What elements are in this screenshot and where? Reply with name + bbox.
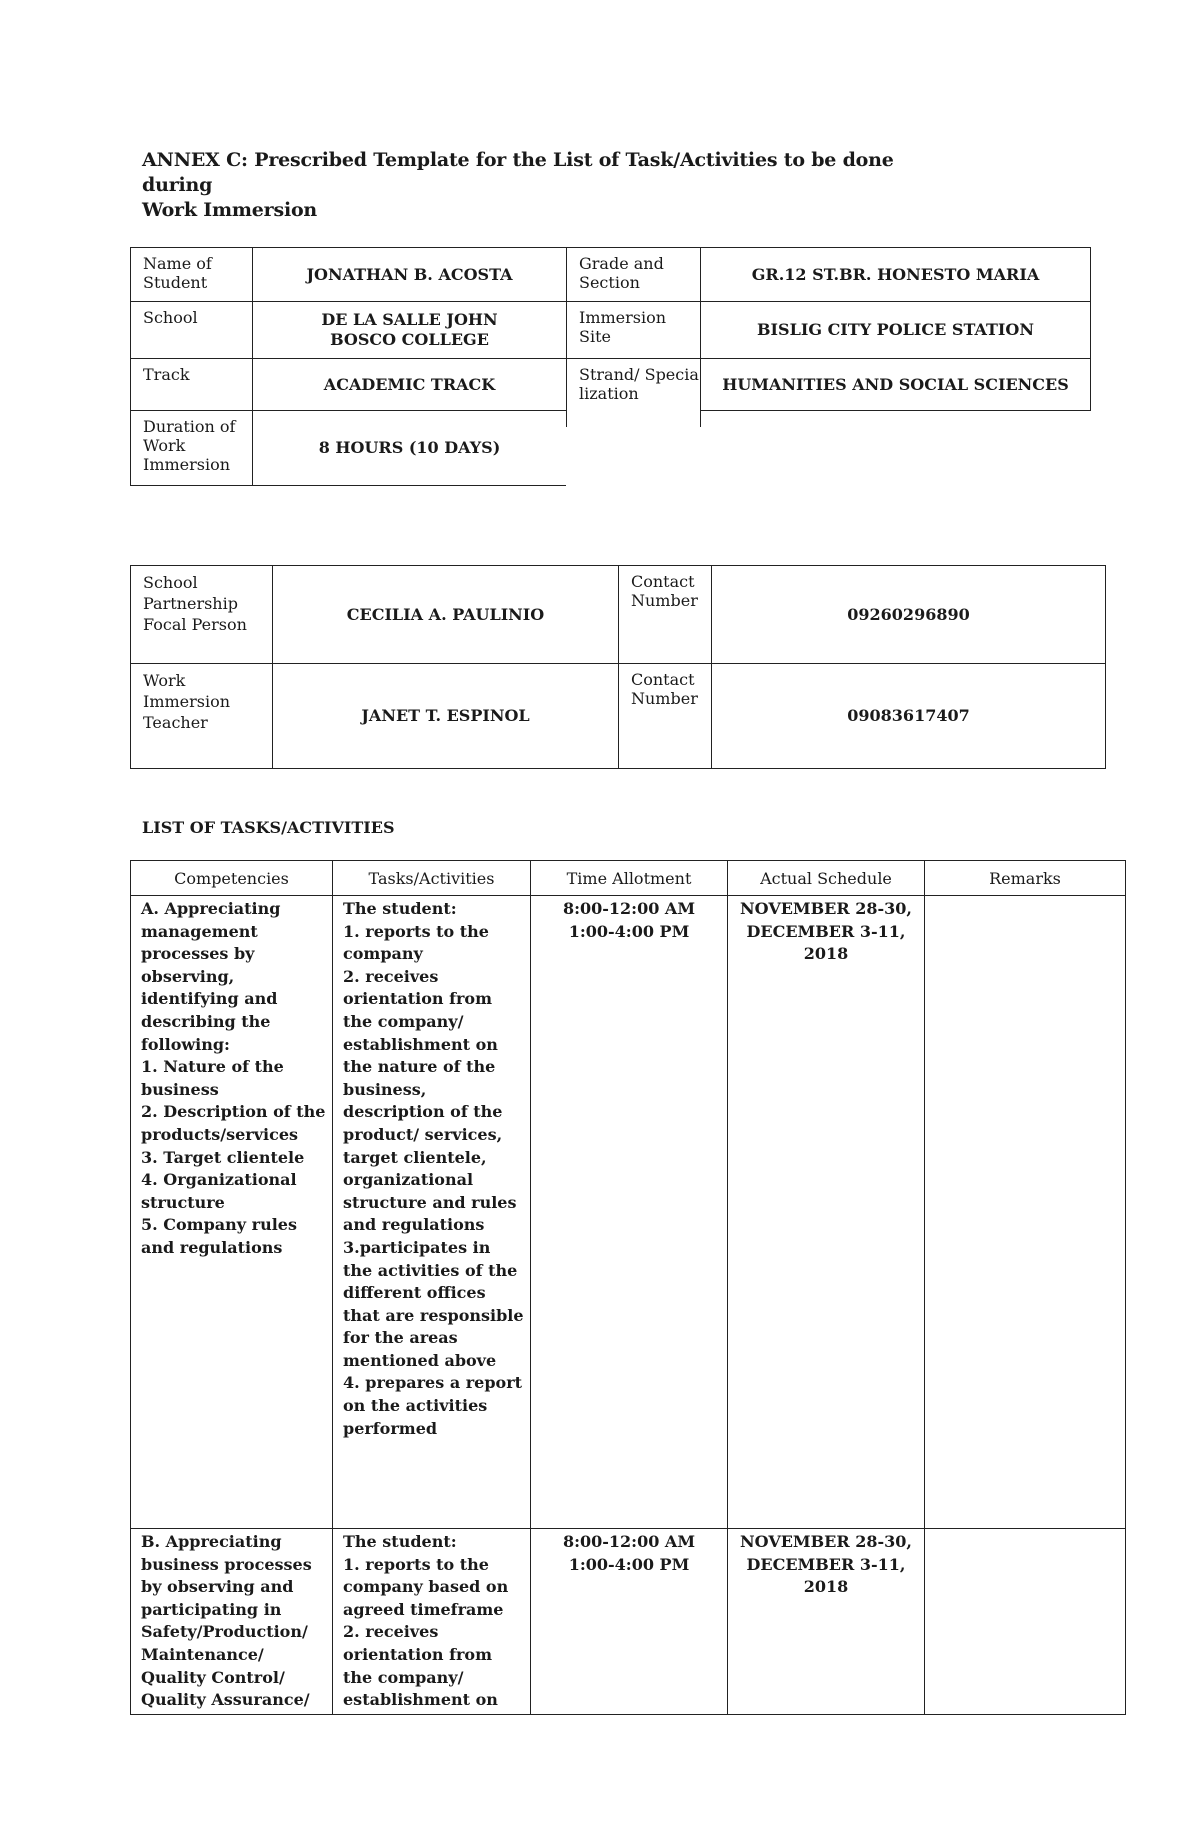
contact2-label: Contact Number (619, 664, 712, 769)
tasks-cell: The student: 1. reports to the company based on agreed timeframe 2. receives orientation from the company/ establishment on (333, 1529, 531, 1715)
schedule-cell: NOVEMBER 28-30, DECEMBER 3-11, 2018 (728, 896, 925, 1529)
competency-cell: B. Appreciating business processes by observing and participating in Safety/Production/ Maintenance/ Quality Control/ Quality Assurance/ (131, 1529, 333, 1715)
time-cell: 8:00-12:00 AM 1:00-4:00 PM (531, 1529, 728, 1715)
contact1-value: 09260296890 (712, 566, 1106, 664)
strand-value: HUMANITIES AND SOCIAL SCIENCES (701, 359, 1091, 411)
school-label: School (131, 302, 253, 359)
contact2-value: 09083617407 (712, 664, 1106, 769)
header-tasks: Tasks/Activities (333, 861, 531, 896)
time-cell: 8:00-12:00 AM 1:00-4:00 PM (531, 896, 728, 1529)
name-value: JONATHAN B. ACOSTA (253, 248, 567, 302)
school-value: DE LA SALLE JOHN BOSCO COLLEGE (253, 302, 567, 359)
name-label: Name of Student (131, 248, 253, 302)
remarks-cell (925, 896, 1126, 1529)
teacher-value: JANET T. ESPINOL (273, 664, 619, 769)
grade-label: Grade and Section (567, 248, 701, 302)
document-title (142, 148, 942, 223)
track-label: Track (131, 359, 253, 411)
remarks-cell (925, 1529, 1126, 1715)
duration-value: 8 HOURS (10 DAYS) (253, 411, 567, 486)
header-remarks: Remarks (925, 861, 1126, 896)
section-title: LIST OF TASKS/ACTIVITIES (142, 818, 395, 837)
focal-value: CECILIA A. PAULINIO (273, 566, 619, 664)
focal-label: School Partnership Focal Person (131, 566, 273, 664)
header-time: Time Allotment (531, 861, 728, 896)
strand-label: Strand/ Specialization (567, 359, 701, 486)
contact1-label: Contact Number (619, 566, 712, 664)
tasks-table (130, 860, 1126, 1715)
competency-cell: A. Appreciating management processes by observing, identifying and describing the following: 1. Nature of the business 2. Description of the products/services 3. Target clientele 4. Organizational structure 5. Company rules and regulations (131, 896, 333, 1529)
teacher-label: Work Immersion Teacher (131, 664, 273, 769)
header-schedule: Actual Schedule (728, 861, 925, 896)
contact-table (130, 565, 1106, 769)
grade-value: GR.12 ST.BR. HONESTO MARIA (701, 248, 1091, 302)
track-value: ACADEMIC TRACK (253, 359, 567, 411)
site-label: Immersion Site (567, 302, 701, 359)
table-row (131, 1529, 1126, 1715)
strand-cover (566, 427, 1094, 487)
schedule-cell: NOVEMBER 28-30, DECEMBER 3-11, 2018 (728, 1529, 925, 1715)
duration-label: Duration of Work Immersion (131, 411, 253, 486)
tasks-cell: The student: 1. reports to the company 2. receives orientation from the company/ establishment on the nature of the business, description of the product/ services, target clientele, organizational structure and rules and regulations 3.participates in the activities of the different offices that are responsible for the areas mentioned above 4. prepares a report on the activities performed (333, 896, 531, 1529)
title-line-2: Work Immersion (142, 199, 318, 221)
table-row (131, 896, 1126, 1529)
title-line-1: ANNEX C: Prescribed Template for the List of Task/Activities to be done during (142, 149, 894, 196)
header-competencies: Competencies (131, 861, 333, 896)
site-value: BISLIG CITY POLICE STATION (701, 302, 1091, 359)
